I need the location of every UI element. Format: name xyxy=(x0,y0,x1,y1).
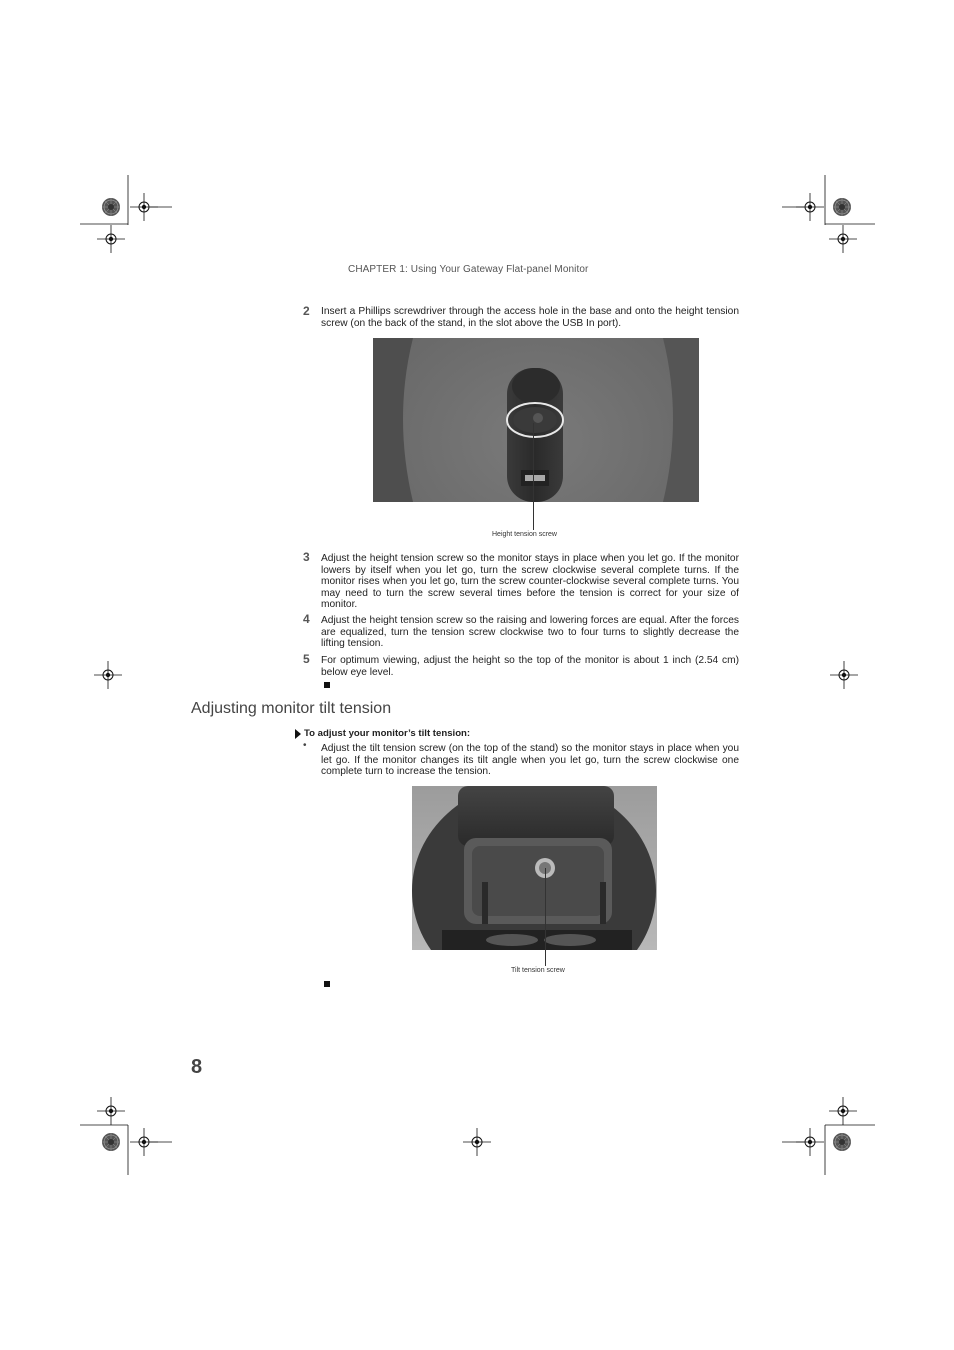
step-text: Adjust the height tension screw so the monitor stays in place when you let go. If the monitor lowers by itself when you let go, turn the screw clockwise several complete turns. If the monitor rises when you let go, turn the screw counter-clockwise several complete turns. You may need to turn the screw several times before the tension is correct for your size of monitor. xyxy=(321,553,739,611)
callout-line xyxy=(533,423,534,530)
registration-mark-icon xyxy=(829,1097,857,1125)
running-header: CHAPTER 1: Using Your Gateway Flat-panel Monitor xyxy=(348,264,589,275)
registration-mark-icon xyxy=(97,1097,125,1125)
page-number: 8 xyxy=(191,1056,203,1078)
end-square-icon xyxy=(324,682,330,688)
step-number: 3 xyxy=(303,550,310,564)
registration-mark-icon xyxy=(463,1128,491,1156)
registration-mark-icon xyxy=(829,225,857,253)
step-text: For optimum viewing, adjust the height so the top of the monitor is about 1 inch (2.54 cm) below eye level. xyxy=(321,655,739,678)
step-number: 2 xyxy=(303,304,310,318)
color-target-icon xyxy=(833,1133,851,1151)
color-target-icon xyxy=(833,198,851,216)
step-text: Adjust the height tension screw so the raising and lowering forces are equal. After the forces are equalized, turn the tension screw clockwise two to four turns to slightly decrease the lifting tension. xyxy=(321,615,739,650)
registration-mark-icon xyxy=(830,661,858,689)
end-square-icon xyxy=(324,981,330,987)
callout-line xyxy=(545,868,546,966)
tilt-tension-screw-photo xyxy=(412,786,657,950)
section-heading: Adjusting monitor tilt tension xyxy=(191,700,392,717)
step-text: Insert a Phillips screwdriver through the access hole in the base and onto the height tension screw (on the back of the stand, in the slot above the USB In port). xyxy=(321,306,739,329)
procedure-title: To adjust your monitor’s tilt tension: xyxy=(304,728,471,739)
figure-caption: Height tension screw xyxy=(492,531,557,538)
triangle-arrow-icon xyxy=(294,729,302,739)
color-target-icon xyxy=(102,198,120,216)
step-number: 4 xyxy=(303,612,310,626)
bullet-dot-icon: • xyxy=(303,740,307,751)
color-target-icon xyxy=(102,1133,120,1151)
bullet-text: Adjust the tilt tension screw (on the top of the stand) so the monitor stays in place when you let go. If the monitor changes its tilt angle when you let go, turn the screw clockwise one complete turn to increase the tension. xyxy=(321,743,739,778)
figure-caption: Tilt tension screw xyxy=(511,967,565,974)
registration-mark-icon xyxy=(97,225,125,253)
height-tension-screw-photo xyxy=(373,338,699,502)
step-number: 5 xyxy=(303,652,310,666)
registration-mark-icon xyxy=(94,661,122,689)
